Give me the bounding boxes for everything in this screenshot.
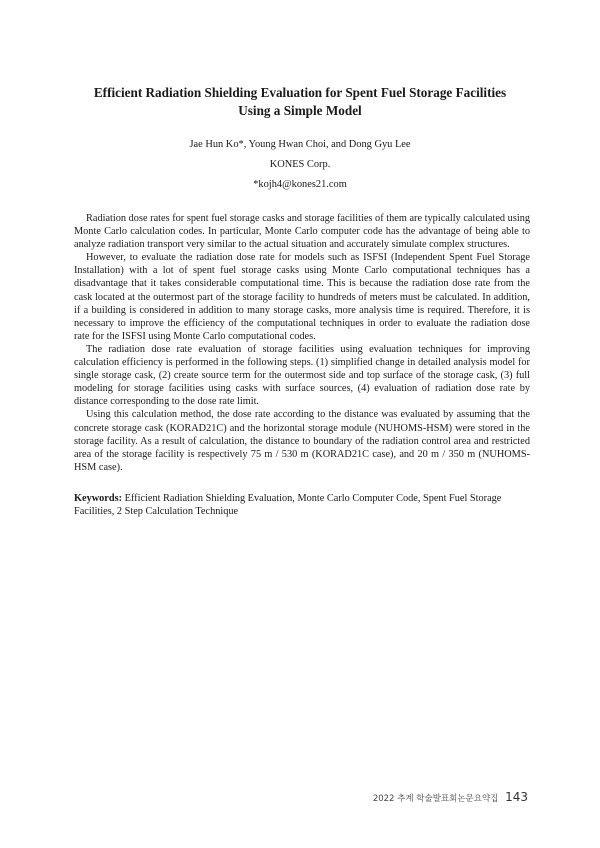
abstract-paragraph-1: Radiation dose rates for spent fuel storage casks and storage facilities of them are typically calculated using Monte Carlo calculation codes. In particular, Monte Carlo computer code has the advantage of being able to analyze radiation transport very similar to the actual situation and accurately simulate complex structures. xyxy=(74,213,530,251)
author-list: Jae Hun Ko*, Young Hwan Choi, and Dong Gyu Lee xyxy=(189,139,411,150)
keywords xyxy=(74,492,530,518)
page-number: 143 xyxy=(505,790,528,804)
keywords-text: Efficient Radiation Shielding Evaluation, Monte Carlo Computer Code, Spent Fuel Storage Facilities, 2 Step Calculation Technique xyxy=(74,493,502,518)
abstract-paragraph-3: The radiation dose rate evaluation of storage facilities using evaluation techniques for improving calculation efficiency is performed in the following steps. (1) simplified change in detailed analysis model for single storage cask, (2) create source term for the outermost side and top surface of the storage cask, (3) full modeling for storage facilities using casks with surface sources, (4) evaluation of radiation dose rate by distance corresponding to the dose rate limit. xyxy=(74,343,530,408)
affiliation: KONES Corp. xyxy=(269,159,331,170)
proceedings-title: 2022 추계 학술발표회논문요약집 xyxy=(372,794,499,804)
abstract xyxy=(74,212,530,474)
paper-title-line-1: Efficient Radiation Shielding Evaluation for Spent Fuel Storage Facilities xyxy=(93,85,507,100)
paper-title xyxy=(60,84,540,120)
keywords-label: Keywords: xyxy=(74,493,123,504)
abstract-paragraph-4: Using this calculation method, the dose rate according to the distance was evaluated by assuming that the concrete storage cask (KORAD21C) and the horizontal storage module (NUHOMS-HSM) were stored in the storage facility. As a result of calculation, the distance to boundary of the radiation control area and restricted area of the storage facility is respectively 75 m / 530 m (KORAD21C case), and 20 m / 350 m (NUHOMS-HSM case). xyxy=(74,409,530,473)
page-footer xyxy=(373,790,528,804)
abstract-paragraph-2: However, to evaluate the radiation dose rate for models such as ISFSI (Independent Spent Fuel Storage Installation) with a lot of spent fuel storage casks using Monte Carlo computational techniques has a disadvantage that it takes considerable computational time. This is because the radiation dose rate from the cask located at the outermost part of the storage facility to hundreds of meters must be calculated. In addition, if a building is considered in addition to many storage casks, more analysis time is required. Therefore, it is necessary to improve the efficiency of the computational techniques in order to evaluate the radiation dose rate for the ISFSI using Monte Carlo computational codes. xyxy=(74,252,530,342)
author-email: *kojh4@kones21.com xyxy=(253,179,347,190)
paper-title-line-2: Using a Simple Model xyxy=(238,103,362,118)
